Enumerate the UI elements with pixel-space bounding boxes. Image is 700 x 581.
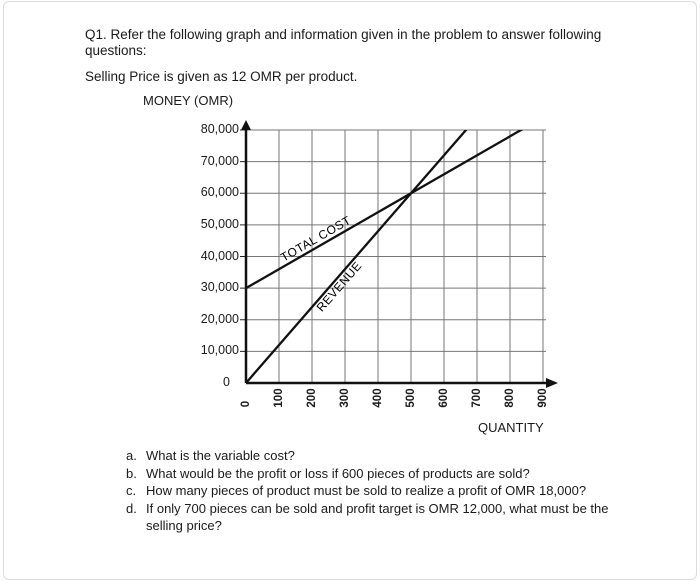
question-title: Q1. Refer the following graph and information given in the problem to answer following (85, 27, 602, 42)
y-tick-label: 70,000 (200, 153, 239, 168)
x-tick-label: 100 (273, 388, 285, 408)
x-tick-label: 600 (438, 388, 450, 408)
x-tick-label: 0 (240, 400, 252, 408)
y-tick-label: 0 (223, 375, 230, 389)
y-tick-label: 10,000 (200, 343, 239, 358)
sub-question-text: What would be the profit or loss if 600 pieces of products are sold? (146, 465, 530, 481)
x-tick-label: 500 (405, 388, 417, 408)
sub-question-text: What is the variable cost? (146, 448, 295, 463)
y-axis-arrow (241, 120, 251, 130)
x-tick-label: 400 (372, 388, 384, 408)
y-tick-label: 60,000 (200, 185, 239, 200)
series-label-revenue: REVENUE (313, 258, 365, 315)
sub-question-letter: d. (126, 500, 137, 516)
series-label-total-cost: TOTAL COST (278, 213, 354, 265)
sub-question-letter: a. (126, 448, 137, 463)
sub-question-letter: b. (126, 465, 137, 481)
y-tick-label: 20,000 (200, 311, 239, 326)
x-tick-label: 300 (339, 388, 351, 408)
sub-question-item (126, 500, 626, 535)
sub-question-text: How many pieces of product must be sold to realize a profit of OMR 18,000? (146, 483, 587, 498)
y-tick-label: 30,000 (200, 280, 239, 295)
selling-price-info: Selling Price is given as 12 OMR per product. (85, 69, 358, 84)
series-line-total-cost (246, 127, 527, 288)
x-axis-label: QUANTITY (478, 420, 544, 435)
sub-question-letter: c. (126, 483, 137, 498)
y-axis-label: MONEY (OMR) (143, 93, 234, 108)
y-tick-label: 40,000 (200, 248, 239, 263)
sub-question-text: If only 700 pieces can be sold and profit target is OMR 12,000, what must be the selling price? (146, 500, 609, 533)
sub-question-item (126, 447, 626, 465)
y-tick-label: 50,000 (200, 216, 239, 231)
sub-questions-list (126, 447, 626, 535)
x-tick-label: 200 (306, 388, 318, 408)
x-tick-label: 700 (471, 388, 483, 408)
sub-question-item (126, 482, 626, 500)
x-tick-label: 900 (537, 388, 549, 408)
sub-question-item (126, 465, 626, 483)
y-tick-label: 80,000 (200, 122, 239, 136)
question-title-continued: questions: (85, 43, 147, 58)
x-tick-label: 800 (504, 388, 516, 408)
